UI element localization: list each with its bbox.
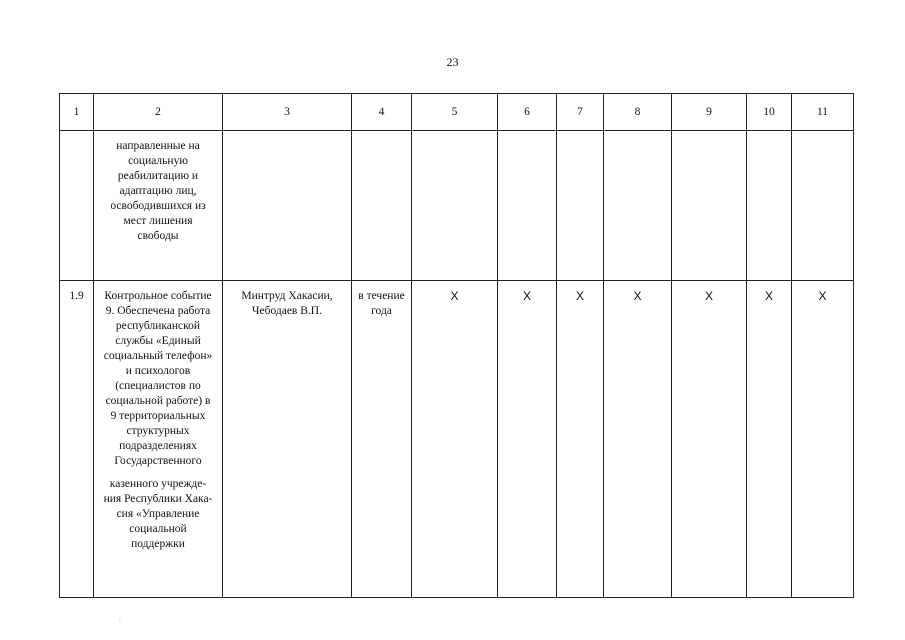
row-number: 1.9 (60, 281, 94, 598)
description-line: 9. Обеспечена работа (105, 305, 211, 317)
page-number: 23 (446, 55, 459, 69)
description-line: мест лишения (123, 215, 193, 227)
description-line: социальной (129, 523, 187, 535)
description-line: социальный телефон» (103, 350, 213, 362)
event-description (94, 281, 223, 598)
mark-cell (557, 281, 604, 598)
table-cell (498, 131, 557, 281)
table-cell (352, 131, 412, 281)
description-line: социальной работе) в (105, 395, 211, 407)
header-cell: 9 (672, 94, 747, 131)
header-cell: 3 (223, 94, 352, 131)
header-cell: 2 (94, 94, 223, 131)
header-cell: 5 (412, 94, 498, 131)
period-cell (352, 281, 412, 598)
paragraph-gap (94, 469, 222, 477)
mark-cell (604, 281, 672, 598)
mark-cell (747, 281, 792, 598)
description-line: ния Республики Хака- (103, 493, 213, 505)
table-cell (604, 131, 672, 281)
scan-speck: : (119, 616, 121, 624)
mark-cell (498, 281, 557, 598)
header-cell: 1 (60, 94, 94, 131)
x-mark: Х (764, 289, 773, 303)
table-cell (60, 131, 94, 281)
table-header-row (60, 94, 854, 131)
header-cell: 4 (352, 94, 412, 131)
description-line: республиканской (115, 320, 201, 332)
x-mark: Х (450, 289, 459, 303)
mark-cell (412, 281, 498, 598)
header-cell: 7 (557, 94, 604, 131)
period-line: года (371, 305, 392, 317)
description-line: 9 территориальных (110, 410, 206, 422)
header-cell: 11 (792, 94, 854, 131)
description-line: (специалистов по (115, 380, 201, 392)
responsible-line: Минтруд Хакасии, (241, 290, 333, 302)
table-cell (672, 131, 747, 281)
period-line: в течение (358, 290, 405, 302)
x-mark: Х (522, 289, 531, 303)
description-line: свободы (137, 230, 179, 242)
description-line: направленные на (116, 140, 200, 152)
x-mark: Х (633, 289, 642, 303)
x-mark: Х (575, 289, 584, 303)
table-cell (747, 131, 792, 281)
description-line: сия «Управление (116, 508, 200, 520)
table-cell (792, 131, 854, 281)
responsible-cell (223, 281, 352, 598)
description-line: подразделениях (119, 440, 197, 452)
description-line: и психологов (125, 365, 191, 377)
table-cell (223, 131, 352, 281)
header-cell: 6 (498, 94, 557, 131)
description-line: структурных (126, 425, 190, 437)
header-cell: 8 (604, 94, 672, 131)
responsible-line: Чебодаев В.П. (252, 305, 322, 317)
plan-table (59, 93, 854, 598)
x-mark: Х (818, 289, 827, 303)
mark-cell (672, 281, 747, 598)
continuation-description (94, 131, 223, 281)
table-cell (412, 131, 498, 281)
header-cell: 10 (747, 94, 792, 131)
description-line: казенного учрежде- (109, 478, 207, 490)
description-line: Государственного (114, 455, 202, 467)
table-row (60, 131, 854, 281)
x-mark: Х (704, 289, 713, 303)
mark-cell (792, 281, 854, 598)
description-line: Контрольное событие (104, 290, 212, 302)
description-line: службы «Единый (115, 335, 201, 347)
description-line: реабилитацию и (117, 170, 199, 182)
table-row (60, 281, 854, 598)
description-line: адаптацию лиц, (119, 185, 197, 197)
description-line: поддержки (131, 538, 185, 550)
description-line: социальную (128, 155, 188, 167)
description-line: освободившихся из (110, 200, 206, 212)
table-cell (557, 131, 604, 281)
